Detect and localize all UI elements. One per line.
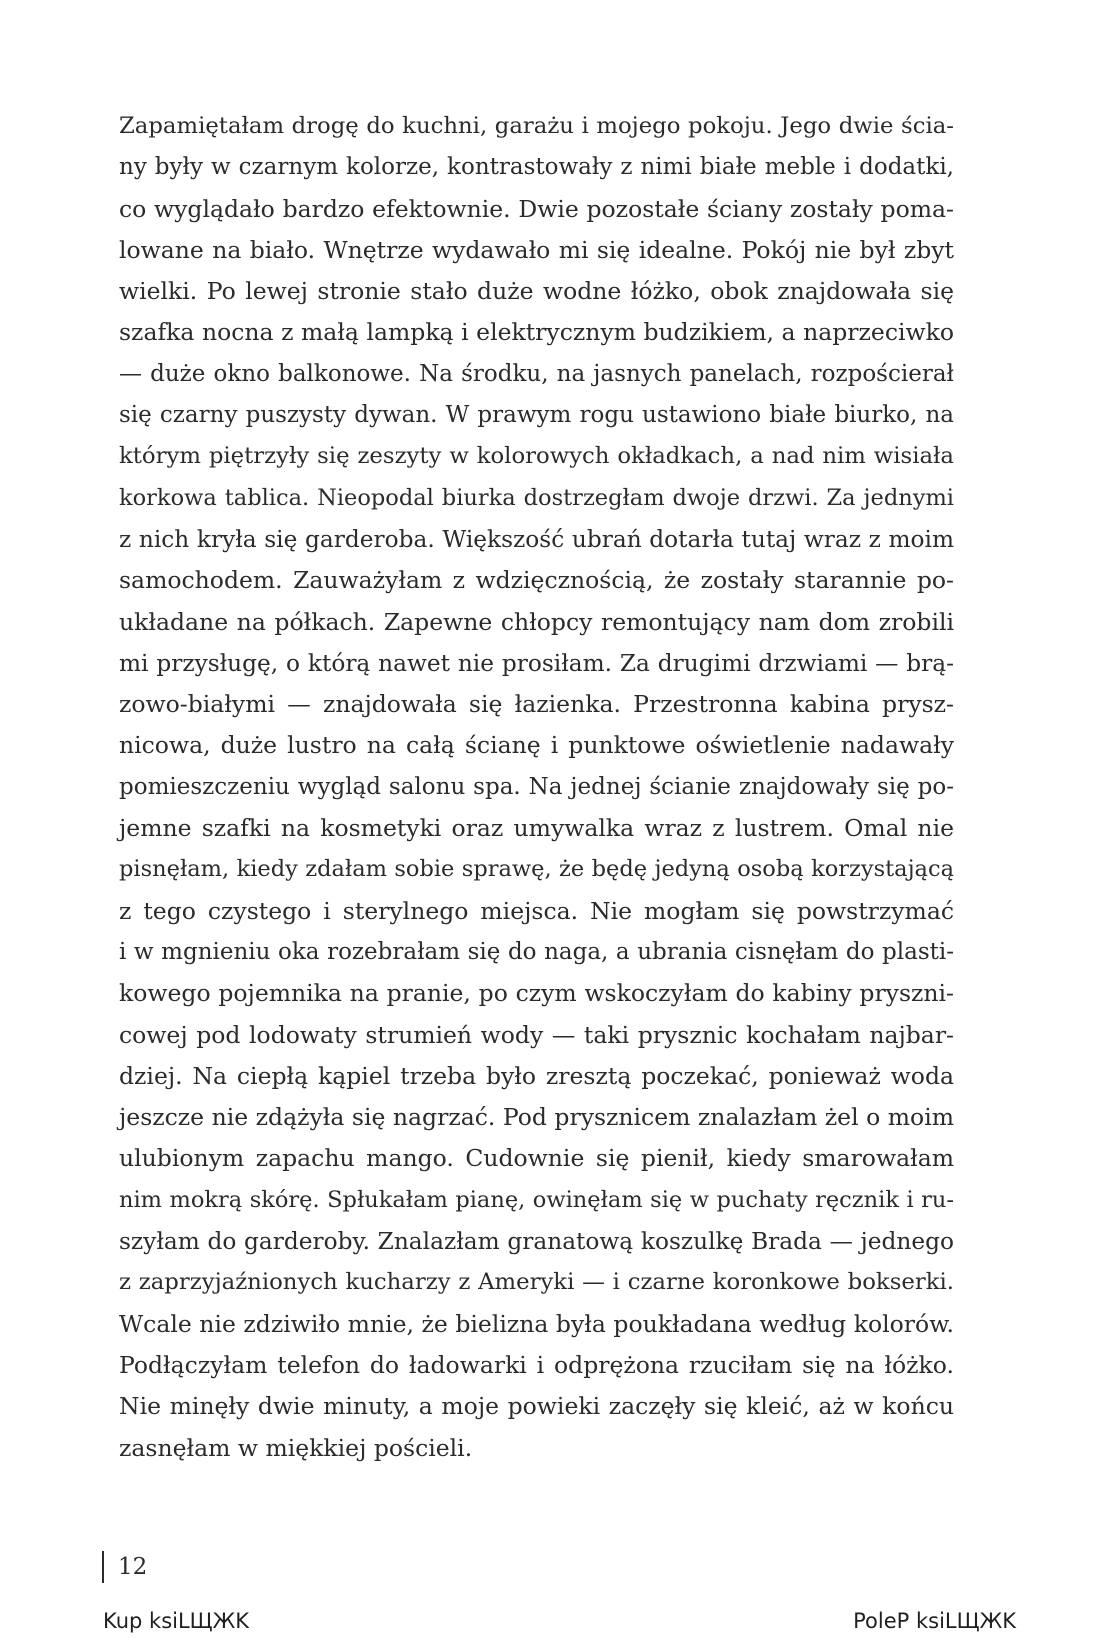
text-line: z tego czystego i sterylnego miejsca. Nie mogłam się powstrzymać bbox=[119, 896, 954, 925]
text-line: jeszcze nie zdążyła się nagrzać. Pod prysznicem znalazłam żel o moim bbox=[119, 1103, 954, 1132]
text-line: korkowa tablica. Nieopodal biurka dostrzegłam dwoje drzwi. Za jednymi bbox=[119, 484, 954, 511]
text-line: Zapamiętałam drogę do kuchni, garażu i mojego pokoju. Jego dwie ścia- bbox=[119, 113, 954, 139]
text-line: ulubionym zapachu mango. Cudownie się pienił, kiedy smarowałam bbox=[119, 1144, 954, 1173]
text-line: samochodem. Zauważyłam z wdzięcznością, że zostały starannie po- bbox=[119, 566, 954, 595]
body-text bbox=[119, 106, 954, 1469]
text-line-last: zasnęłam w miękkiej pościeli. bbox=[119, 1433, 473, 1462]
text-line: i w mgnieniu oka rozebrałam się do naga, a ubrania cisnęłam do plasti- bbox=[119, 938, 954, 965]
text-line: pisnęłam, kiedy zdałam sobie sprawę, że będę jedyną osobą korzystającą bbox=[119, 856, 954, 883]
recommend-book-link[interactable]: PoleP ksiLЩЖK bbox=[853, 1609, 1016, 1633]
text-line: z nich kryła się garderoba. Większość ubrań dotarła tutaj wraz z moim bbox=[119, 525, 954, 553]
buy-book-link[interactable]: Kup ksiLЩЖK bbox=[103, 1609, 250, 1633]
text-line: co wyglądało bardzo efektownie. Dwie pozostałe ściany zostały poma- bbox=[119, 194, 954, 223]
text-line: szafka nocna z małą lampką i elektrycznym budzikiem, a naprzeciwko bbox=[119, 318, 954, 347]
text-line: Podłączyłam telefon do ładowarki i odprężona rzuciłam się na łóżko. bbox=[119, 1350, 954, 1379]
folio-rule bbox=[102, 1551, 104, 1583]
text-line: Wcale nie zdziwiło mnie, że bielizna była poukładana według kolorów. bbox=[119, 1309, 954, 1338]
text-line: którym piętrzyły się zeszyty w kolorowych okładkach, a nad nim wisiała bbox=[119, 443, 954, 470]
text-line: Nie minęły dwie minuty, a moje powieki zaczęły się kleić, aż w końcu bbox=[119, 1392, 954, 1421]
text-line: jemne szafki na kosmetyki oraz umywalka wraz z lustrem. Omal nie bbox=[119, 814, 954, 843]
text-line: układane na półkach. Zapewne chłopcy remontujący nam dom zrobili bbox=[119, 607, 954, 636]
text-line: — duże okno balkonowe. Na środku, na jasnych panelach, rozpościerał bbox=[119, 360, 954, 387]
text-line: się czarny puszysty dywan. W prawym rogu ustawiono białe biurko, na bbox=[119, 402, 954, 429]
text-line: nim mokrą skórę. Spłukałam pianę, owinęłam się w puchaty ręcznik i ru- bbox=[119, 1186, 954, 1213]
text-line: dziej. Na ciepłą kąpiel trzeba było zresztą poczekać, ponieważ woda bbox=[119, 1061, 954, 1090]
text-line: mi przysługę, o którą nawet nie prosiłam. Za drugimi drzwiami — brą- bbox=[119, 649, 954, 677]
text-line: pomieszczeniu wygląd salonu spa. Na jednej ścianie znajdowały się po- bbox=[119, 773, 954, 800]
text-line: cowej pod lodowaty strumień wody — taki prysznic kochałam najbar- bbox=[119, 1020, 954, 1049]
text-line: ny były w czarnym kolorze, kontrastowały z nimi białe meble i dodatki, bbox=[119, 154, 954, 181]
text-line: z zaprzyjaźnionych kucharzy z Ameryki — i czarne koronkowe bokserki. bbox=[119, 1269, 954, 1296]
text-line: nicowa, duże lustro na całą ścianę i punktowe oświetlenie nadawały bbox=[119, 731, 954, 760]
page-number: 12 bbox=[118, 1554, 148, 1580]
text-line: szyłam do garderoby. Znalazłam granatową koszulkę Brada — jednego bbox=[119, 1228, 954, 1256]
text-line: lowane na biało. Wnętrze wydawało mi się idealne. Pokój nie był zbyt bbox=[119, 235, 954, 264]
text-line: kowego pojemnika na pranie, po czym wskoczyłam do kabiny pryszni- bbox=[119, 979, 954, 1008]
folio bbox=[102, 1551, 147, 1583]
text-line: zowo-białymi — znajdowała się łazienka. Przestronna kabina prysz- bbox=[119, 690, 954, 719]
text-line: wielki. Po lewej stronie stało duże wodne łóżko, obok znajdowała się bbox=[119, 277, 954, 306]
